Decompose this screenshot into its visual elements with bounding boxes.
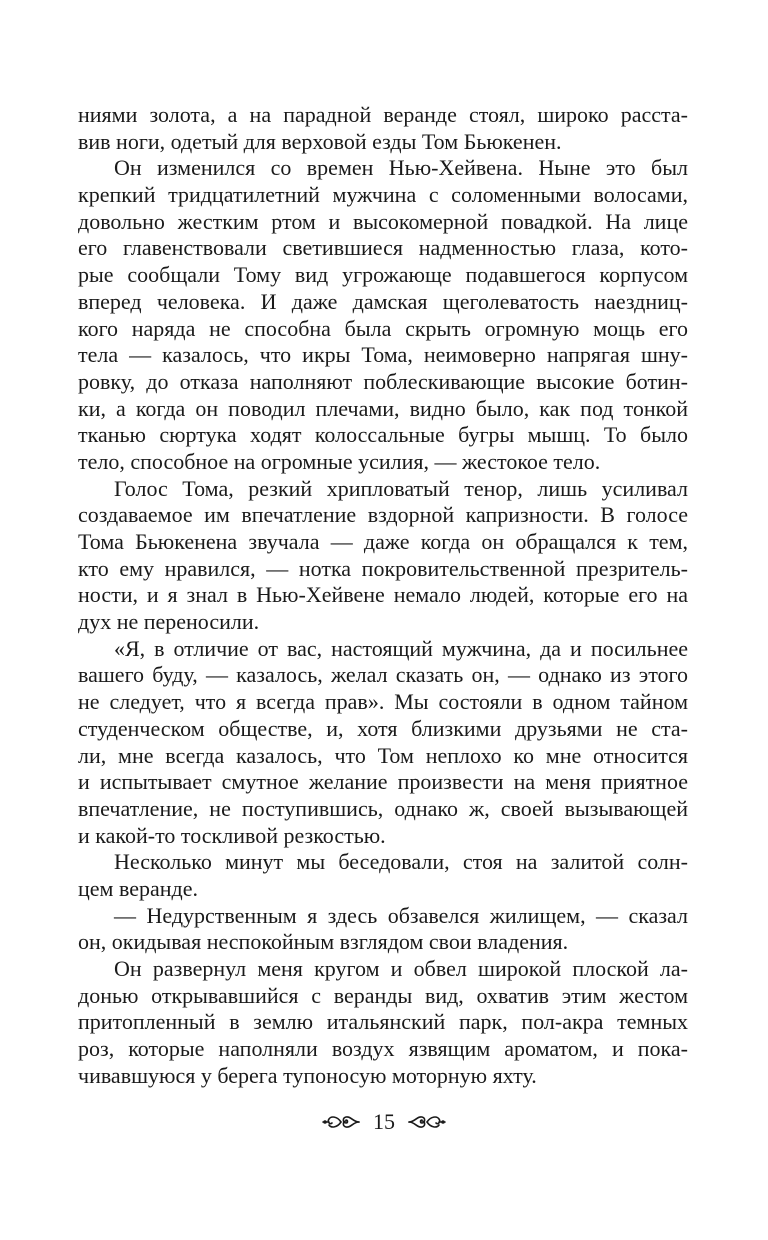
page-folio (0, 1106, 768, 1138)
paragraph (78, 102, 688, 155)
text-line: чивавшуюся у берега тупоносую моторную яхту. (78, 1062, 537, 1088)
paragraph (78, 636, 688, 850)
text-line: вперед человека. И даже дамская щеголеватость наездниц- (78, 288, 688, 314)
text-line: ровку, до отказа наполняют поблескивающие высокие ботин- (78, 368, 688, 394)
page-number: 15 (373, 1109, 395, 1134)
text-line: вашего буду, — казалось, желал сказать он, — однако из этого (78, 662, 688, 688)
text-line: тканью сюртука ходят колоссальные бугры мышц. То было (78, 422, 688, 448)
text-line: ниями золота, а на парадной веранде стоял, широко расста- (78, 102, 688, 127)
text-line: впечатление, не поступившись, однако ж, своей вызывающей (78, 795, 688, 821)
text-line: Несколько минут мы беседовали, стоя на залитой солн- (114, 849, 688, 875)
text-line: донью открывавшийся с веранды вид, охватив этим жестом (78, 982, 688, 1008)
paragraph (78, 849, 688, 902)
text-line: ности, и я знал в Нью-Хейвене немало людей, которые его на (78, 582, 688, 608)
fleuron-left-icon (321, 1110, 361, 1134)
text-line: его главенствовали светившиеся надменностью глаза, кото- (78, 235, 688, 261)
text-line: тела — казалось, что икры Тома, неимоверно напрягая шну- (78, 342, 688, 368)
text-line: кто ему нравился, — нотка покровительственной презритель- (78, 555, 688, 581)
text-line: Тома Бьюкенена звучала — даже когда он обращался к тем, (78, 529, 688, 554)
text-line: создаваемое им впечатление вздорной капризности. В голосе (78, 502, 688, 528)
text-line: цем веранде. (78, 875, 198, 901)
text-line: притопленный в землю итальянский парк, пол-акра темных (78, 1009, 688, 1035)
text-line: Он изменился со времен Нью-Хейвена. Ныне это был (114, 155, 688, 181)
text-line: дух не переносили. (78, 609, 260, 635)
text-line: довольно жестким ртом и высокомерной повадкой. На лице (78, 208, 688, 234)
text-line: он, окидывая неспокойным взглядом свои владения. (78, 929, 569, 955)
paragraph (78, 476, 688, 636)
text-line: вив ноги, одетый для верховой езды Том Бьюкенен. (78, 128, 562, 154)
text-line: Голос Тома, резкий хрипловатый тенор, лишь усиливал (114, 475, 688, 501)
fleuron-right-icon (407, 1110, 447, 1134)
paragraph (78, 155, 688, 475)
text-line: не следует, что я всегда прав». Мы состояли в одном тайном (78, 689, 688, 715)
paragraph (78, 903, 688, 956)
text-line: крепкий тридцатилетний мужчина с соломенными волосами, (78, 182, 688, 208)
text-line: Он развернул меня кругом и обвел широкой плоской ла- (114, 956, 688, 981)
text-line: и испытывает смутное желание произвести на меня приятное (78, 769, 688, 795)
page-body-text (78, 102, 688, 1089)
text-line: тело, способное на огромные усилия, — жестокое тело. (78, 448, 601, 474)
text-line: кого наряда не способна была скрыть огромную мощь его (78, 315, 688, 341)
text-line: и какой-то тоскливой резкостью. (78, 822, 386, 848)
paragraph (78, 956, 688, 1089)
text-line: ли, мне всегда казалось, что Том неплохо ко мне относится (78, 742, 688, 768)
text-line: ки, а когда он поводил плечами, видно было, как под тонкой (78, 395, 688, 421)
text-line: рые сообщали Тому вид угрожающе подавшегося корпусом (78, 262, 688, 288)
text-line: студенческом обществе, и, хотя близкими друзьями не ста- (78, 715, 688, 741)
text-line: «Я, в отличие от вас, настоящий мужчина, да и посильнее (114, 635, 688, 661)
text-line: — Недурственным я здесь обзавелся жилищем, — сказал (114, 902, 688, 928)
text-line: роз, которые наполняли воздух язвящим ароматом, и пока- (78, 1036, 688, 1062)
